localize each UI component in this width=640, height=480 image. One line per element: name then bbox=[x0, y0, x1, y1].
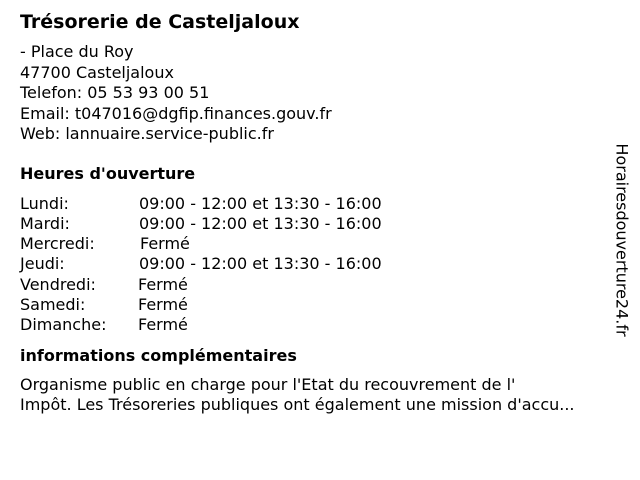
hours-day-label: Dimanche: bbox=[20, 315, 107, 335]
hours-day-label: Vendredi: bbox=[20, 274, 96, 294]
hours-row-tuesday bbox=[20, 214, 610, 234]
page-title: Trésorerie de Casteljaloux bbox=[20, 11, 300, 33]
hours-row-thursday bbox=[20, 254, 610, 274]
email-line[interactable]: Email: t047016@dgfip.finances.gouv.fr bbox=[20, 103, 332, 123]
hours-value: Fermé bbox=[138, 274, 188, 294]
city-line: 47700 Casteljaloux bbox=[20, 62, 174, 82]
address-line: - Place du Roy bbox=[20, 42, 134, 61]
hours-table bbox=[20, 194, 610, 336]
hours-day-label: Lundi: bbox=[20, 193, 69, 213]
info-line: Organisme public en charge pour l'Etat du recouvrement de l' bbox=[20, 374, 516, 394]
hours-value: Fermé bbox=[140, 234, 190, 254]
info-text bbox=[20, 375, 610, 416]
main-content bbox=[20, 8, 610, 416]
hours-heading: Heures d'ouverture bbox=[20, 163, 196, 183]
hours-value: 09:00 - 12:00 et 13:30 - 16:00 bbox=[139, 213, 382, 233]
hours-day-label: Samedi: bbox=[20, 294, 86, 314]
info-line: Impôt. Les Trésoreries publiques ont également une mission d'accu... bbox=[20, 395, 575, 415]
web-line[interactable]: Web: lannuaire.service-public.fr bbox=[20, 124, 274, 143]
hours-day-label: Jeudi: bbox=[20, 254, 65, 274]
hours-day-label: Mercredi: bbox=[20, 234, 95, 254]
hours-row-wednesday bbox=[20, 234, 610, 254]
info-heading: informations complémentaires bbox=[20, 345, 297, 365]
hours-value: Fermé bbox=[138, 294, 188, 314]
hours-day-label: Mardi: bbox=[20, 213, 70, 233]
hours-row-monday bbox=[20, 194, 610, 214]
hours-row-sunday bbox=[20, 315, 610, 335]
contact-block bbox=[20, 42, 610, 145]
phone-line[interactable]: Telefon: 05 53 93 00 51 bbox=[20, 83, 210, 102]
hours-value: 09:00 - 12:00 et 13:30 - 16:00 bbox=[139, 254, 382, 274]
hours-row-friday bbox=[20, 275, 610, 295]
hours-value: Fermé bbox=[138, 315, 188, 335]
hours-row-saturday bbox=[20, 295, 610, 315]
hours-value: 09:00 - 12:00 et 13:30 - 16:00 bbox=[139, 193, 382, 213]
site-brand-vertical[interactable]: Horairesdouverture24.fr bbox=[612, 143, 632, 337]
